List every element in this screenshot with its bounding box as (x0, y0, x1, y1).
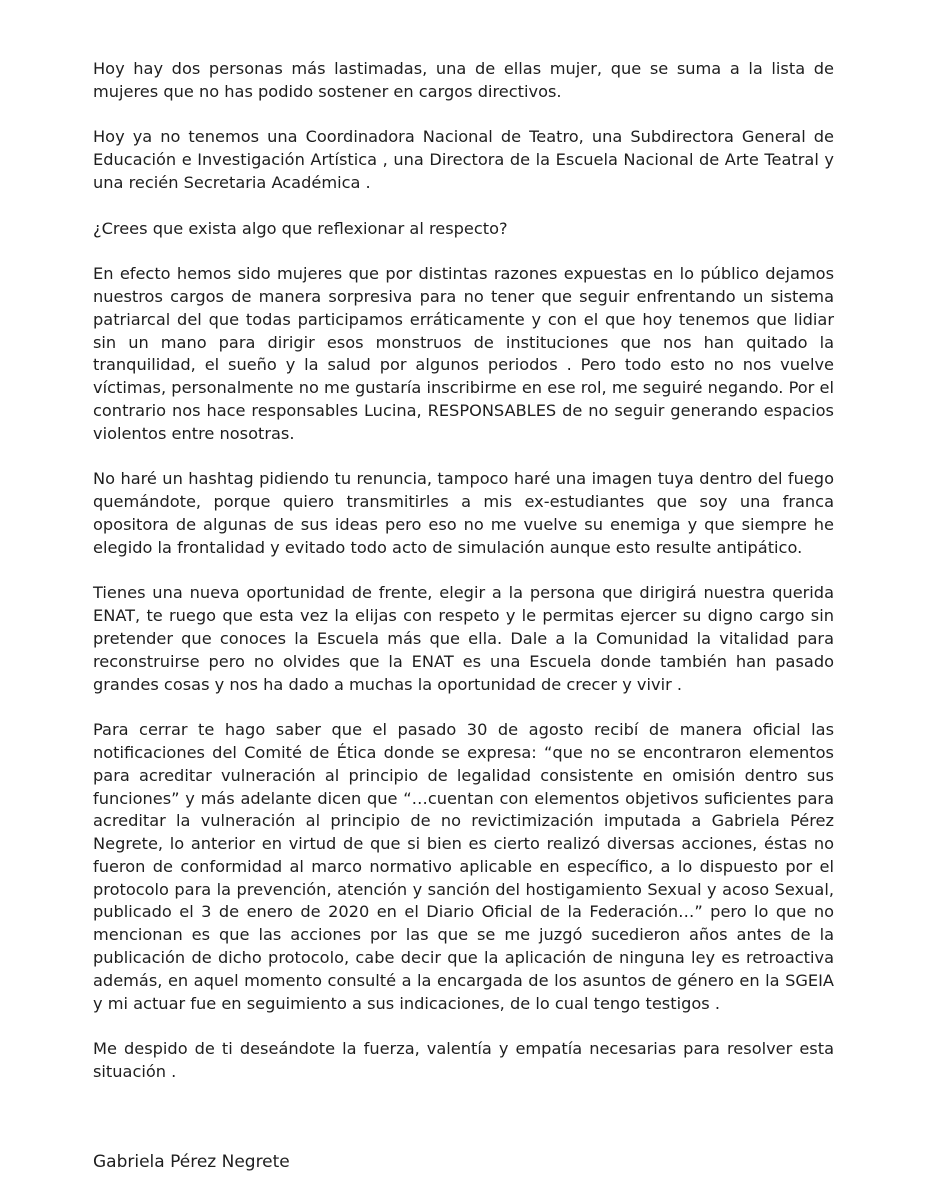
paragraph-4: En efecto hemos sido mujeres que por distintas razones expuestas en lo público dejamos nuestros cargos de manera sorpresiva para no tener que seguir enfrentando un sistema patriarcal del que todas participamos erráticamente y con el que hoy tenemos que lidiar sin un mano para dirigir esos monstruos de instituciones que nos han quitado la tranquilidad, el sueño y la salud por algunos periodos . Pero todo esto no nos vuelve víctimas, personalmente no me gustaría inscribirme en ese rol, me seguiré negando. Por el contrario nos hace responsables Lucina, RESPONSABLES de no seguir generando espacios violentos entre nosotras. (93, 264, 834, 443)
paragraph-6: Tienes una nueva oportunidad de frente, elegir a la persona que dirigirá nuestra querida ENAT, te ruego que esta vez la elijas con respeto y le permitas ejercer su digno cargo sin pretender que conoces la Escuela más que ella. Dale a la Comunidad la vitalidad para reconstruirse pero no olvides que la ENAT es una Escuela donde también han pasado grandes cosas y nos ha dado a muchas la oportunidad de crecer y vivir . (93, 583, 834, 694)
letter-body (93, 58, 834, 1107)
paragraph-1: Hoy hay dos personas más lastimadas, una de ellas mujer, que se suma a la lista de mujeres que no has podido sostener en cargos directivos. (93, 59, 834, 101)
paragraph-5: No haré un hashtag pidiendo tu renuncia, tampoco haré una imagen tuya dentro del fuego quemándote, porque quiero transmitirles a mis ex-estudiantes que soy una franca opositora de algunas de sus ideas pero eso no me vuelve su enemiga y que siempre he elegido la frontalidad y evitado todo acto de simulación aunque esto resulte antipático. (93, 469, 834, 557)
paragraph-8: Me despido de ti deseándote la fuerza, valentía y empatía necesarias para resolver esta situación . (93, 1039, 834, 1082)
paragraph-7: Para cerrar te hago saber que el pasado 30 de agosto recibí de manera oficial las notificaciones del Comité de Ética donde se expresa: “que no se encontraron elementos para acreditar vulneración al principio de legalidad consistente en omisión dentro sus funciones” y más adelante dicen que “…cuentan con elementos objetivos suficientes para acreditar la vulneración al principio de no revictimización imputada a Gabriela Pérez Negrete, lo anterior en virtud de que si bien es cierto realizó diversas acciones, éstas no fueron de conformidad al marco normativo aplicable en específico, a lo dispuesto por el protocolo para la prevención, atención y sanción del hostigamiento Sexual y acoso Sexual, publicado el 3 de enero de 2020 en el Diario Oficial de la Federación…” pero lo que no mencionan es que las acciones por las que se me juzgó sucedieron años antes de la publicación de dicho protocolo, cabe decir que la aplicación de ninguna ley es retroactiva además, en aquel momento consulté a la encargada de los asuntos de género en la SGEIA y mi actuar fue en seguimiento a sus indicaciones, de lo cual tengo testigos . (93, 720, 834, 1013)
paragraph-3: ¿Crees que exista algo que reflexionar al respecto? (93, 218, 508, 238)
paragraph-2: Hoy ya no tenemos una Coordinadora Nacional de Teatro, una Subdirectora General de Educación e Investigación Artística , una Directora de la Escuela Nacional de Arte Teatral y una recién Secretaria Académica . (93, 127, 834, 192)
signature-name: Gabriela Pérez Negrete (93, 1152, 290, 1172)
